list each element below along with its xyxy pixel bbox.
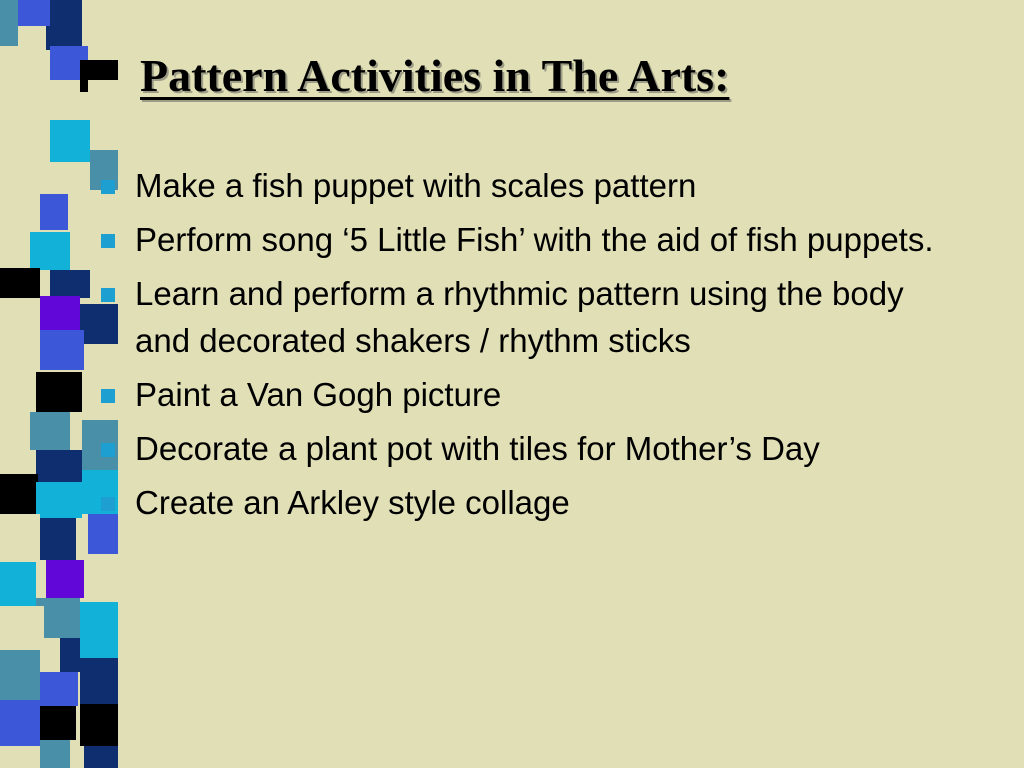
bullet-item [98,216,958,263]
stripe-block [40,194,68,230]
slide-title: Pattern Activities in The Arts: [140,50,730,101]
stripe-block [46,0,82,50]
stripe-block [0,514,40,562]
bullet-text: Learn and perform a rhythmic pattern using the body and decorated shakers / rhythm sticks [135,275,904,359]
stripe-block [0,700,40,746]
bullet-item [98,162,958,209]
stripe-block [50,120,90,162]
bullet-item [98,425,958,472]
stripe-block [36,482,82,518]
stripe-block [0,746,40,768]
square-bullet-icon [101,180,115,194]
stripe-block [0,330,40,374]
stripe-block [0,474,38,514]
bullet-text: Make a fish puppet with scales pattern [135,167,697,204]
stripe-block [0,606,44,650]
stripe-block [18,0,50,26]
square-bullet-icon [101,288,115,302]
stripe-block [80,658,118,704]
stripe-block [30,412,70,450]
stripe-block [40,330,84,370]
stripe-block [80,704,118,746]
bullet-text: Create an Arkley style collage [135,484,570,521]
bullet-text: Decorate a plant pot with tiles for Mother’s Day [135,430,820,467]
square-bullet-icon [101,497,115,511]
stripe-block [30,232,70,270]
bullet-item [98,479,958,526]
stripe-block [0,562,36,606]
stripe-block [50,270,90,298]
bullet-text: Perform song ‘5 Little Fish’ with the aid of fish puppets. [135,221,934,258]
square-bullet-icon [101,234,115,248]
stripe-block [84,746,118,768]
stripe-block [36,706,76,740]
stripe-block [88,80,118,110]
bullet-list [98,162,958,533]
bullet-item [98,270,958,364]
stripe-block [40,740,70,768]
stripe-block [40,296,80,330]
stripe-block [36,672,78,706]
stripe-block [0,0,18,46]
stripe-block [36,450,82,482]
bullet-item [98,371,958,418]
stripe-block [36,518,76,560]
bullet-text: Paint a Van Gogh picture [135,376,502,413]
square-bullet-icon [101,389,115,403]
stripe-block [0,268,40,298]
stripe-block [84,554,118,602]
stripe-block [0,650,40,700]
stripe-block [36,372,82,412]
stripe-block [80,602,118,658]
square-bullet-icon [101,443,115,457]
